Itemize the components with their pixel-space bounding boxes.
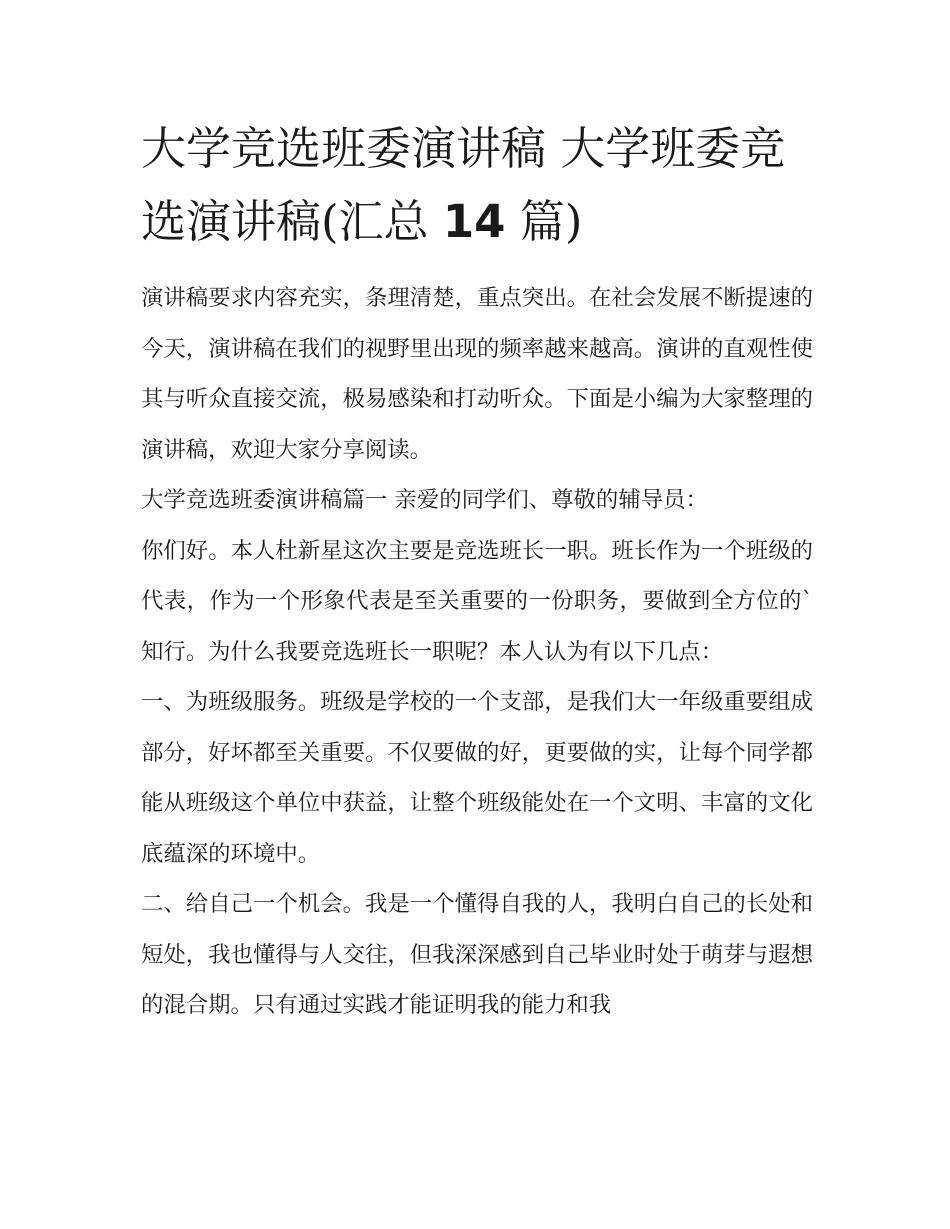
paragraph-speech-heading: 大学竞选班委演讲稿篇一 亲爱的同学们、尊敬的辅导员： xyxy=(141,487,708,513)
title-text-part2: 篇) xyxy=(519,195,583,248)
document-title xyxy=(141,112,813,258)
title-number: 14 xyxy=(442,195,506,248)
paragraph-point-one: 一、为班级服务。班级是学校的一个支部，是我们大一年级重要组成部分，好坏都至关重要。不仅要做的好，更要做的实，让每个同学都能从班级这个单位中获益，让整个班级能处在一个文明、丰富的文化底蕴深的环境中。 xyxy=(141,689,813,867)
paragraph-point-two: 二、给自己一个机会。我是一个懂得自我的人，我明白自己的长处和短处，我也懂得与人交往，但我深深感到自己毕业时处于萌芽与遐想的混合期。只有通过实践才能证明我的能力和我 xyxy=(141,891,813,1018)
title-text-part1: 大学竞选班委演讲稿 大学班委竞选演讲稿(汇总 xyxy=(141,122,786,248)
paragraph-intro: 演讲稿要求内容充实，条理清楚，重点突出。在社会发展不断提速的今天，演讲稿在我们的视野里出现的频率越来越高。演讲的直观性使其与听众直接交流，极易感染和打动听众。下面是小编为大家整理的演讲稿，欢迎大家分享阅读。 xyxy=(141,285,813,463)
document-page xyxy=(141,112,813,1031)
paragraph-greeting: 你们好。本人杜新星这次主要是竞选班长一职。班长作为一个班级的代表，作为一个形象代表是至关重要的一份职务，要做到全方位的`知行。为什么我要竞选班长一职呢？本人认为有以下几点： xyxy=(141,537,813,665)
document-body xyxy=(141,273,813,1031)
